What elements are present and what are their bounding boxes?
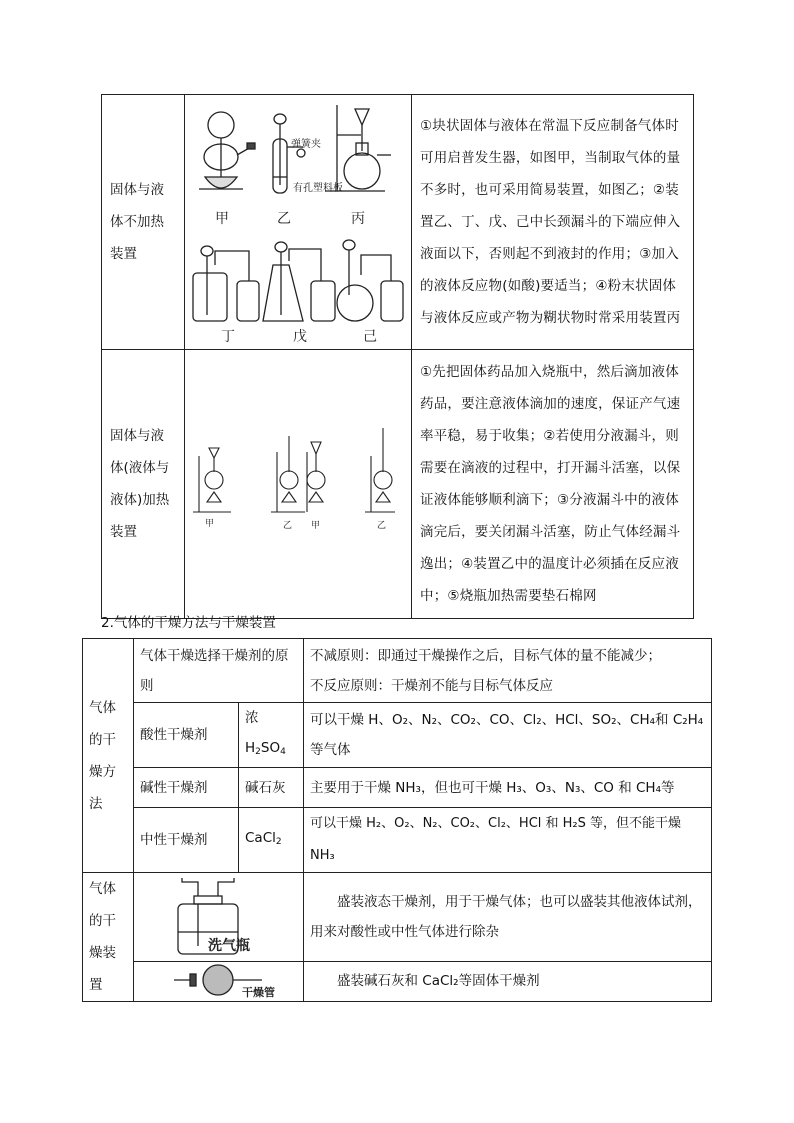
category-cell: 固体与液体不加热装置 [102,95,185,350]
label-yi: 乙 [277,211,291,227]
apparatus-table [101,94,694,619]
heating-setup-yi-icon [271,436,305,512]
gas-washing-bottle-icon [134,874,298,960]
figure-cell [185,95,412,350]
tube-figure-cell [134,961,304,1001]
category-cell: 固体与液体(液体与液体)加热装置 [102,350,185,619]
label-wu: 戊 [293,329,307,345]
simple-apparatus-icon [273,114,305,193]
principle-cell [304,639,712,703]
acid-desc-cell [304,703,712,768]
section-title: 2.气体的干燥方法与干燥装置 [101,615,276,631]
acid-agent: 浓 [245,710,259,726]
annot-plate: 有孔塑料板 [293,183,343,194]
base-agent: 碱石灰 [239,768,304,808]
label-yi-3: 乙 [377,521,387,531]
drying-tube-icon [134,962,298,1000]
apparatus-figure-2 [185,356,411,612]
apparatus-ding-icon [193,246,259,321]
description-cell: ①先把固体药品加入烧瓶中，然后滴加液体药品，要注意液体滴加的速度，保证产气速率平稳，易于收集；②若使用分液漏斗，则需要在滴液的过程中，打开漏斗活塞，以保证液体能够顺利滴下；③分液漏斗中的液体滴完后，要关闭漏斗活塞，防止气体经漏斗逸出；④装置乙中的温度计必须插在反应液中；⑤烧瓶加热需要垫石棉网 [412,350,694,619]
heating-setup-jia-icon [193,448,231,512]
label-jia-3: 甲 [311,521,321,531]
principle-2: 不反应原则：干燥剂不能与目标气体反应 [310,677,553,694]
base-desc: 主要用于干燥 NH₃，但也可干燥 H₃、O₃、N₃、CO 和 CH₄等 [304,768,712,808]
label-bing: 丙 [351,211,365,227]
flask-funnel-icon [325,105,391,191]
washer-label: 洗气瓶 [208,937,250,954]
apparatus-figure-1 [185,95,411,349]
heating-setup-jia2-icon [307,442,325,512]
method-label: 气体的干燥方法 [83,639,134,873]
tube-desc: 盛装碱石灰和 CaCl₂等固体干燥剂 [304,961,712,1001]
neutral-desc: 可以干燥 H₂、O₂、N₂、CO₂、Cl₂、HCl 和 H₂S 等，但不能干燥 NH₃ [304,808,712,873]
annot-clip: 弹簧夹 [291,139,321,150]
label-ding: 丁 [221,329,235,345]
base-label: 碱性干燥剂 [134,768,239,808]
principle-1: 不减原则：即通过干燥操作之后，目标气体的量不能减少； [310,647,661,664]
acid-agent-cell: 浓 $H_2SO_4$ [239,703,304,768]
label-jia: 甲 [215,211,229,227]
principle-label: 气体干燥选择干燥剂的原则 [134,639,304,703]
apparatus-ji-icon [337,240,403,321]
acid-desc-pre: 可以干燥 H [310,712,379,728]
apparatus-wu-icon [263,242,335,321]
label-ji: 己 [363,329,377,345]
heating-setup-yi2-icon [365,428,395,512]
acid-label: 酸性干燥剂 [134,703,239,768]
label-yi-2: 乙 [283,521,293,531]
neutral-agent-cell: CaCl$_2$ [239,808,304,873]
figure-cell [185,350,412,619]
washer-figure-cell [134,873,304,962]
description-cell: ①块状固体与液体在常温下反应制备气体时可用启普发生器，如图甲，当制取气体的量不多时，也可采用简易装置，如图乙；②装置乙、丁、戊、己中长颈漏斗的下端应伸入液面以下，否则起不到液封的作用；③加入的液体反应物(如酸)要适当；④粉末状固体与液体反应或产物为糊状物时常采用装置丙 [412,95,694,350]
neutral-label: 中性干燥剂 [134,808,239,873]
label-jia-2: 甲 [205,519,215,529]
drying-table [82,638,712,1002]
tube-label: 干燥管 [242,986,275,1000]
acid-desc-rest: 、O₂、N₂、CO₂、CO、Cl₂、HCl、SO₂、CH₄和 C₂H₄等气体 [310,712,704,758]
washer-desc: 盛装液态干燥剂，用于干燥气体；也可以盛装其他液体试剂，用来对酸性或中性气体进行除杂 [304,873,712,962]
device-label: 气体的干燥装置 [83,873,134,1002]
kipp-generator-icon [199,112,255,189]
